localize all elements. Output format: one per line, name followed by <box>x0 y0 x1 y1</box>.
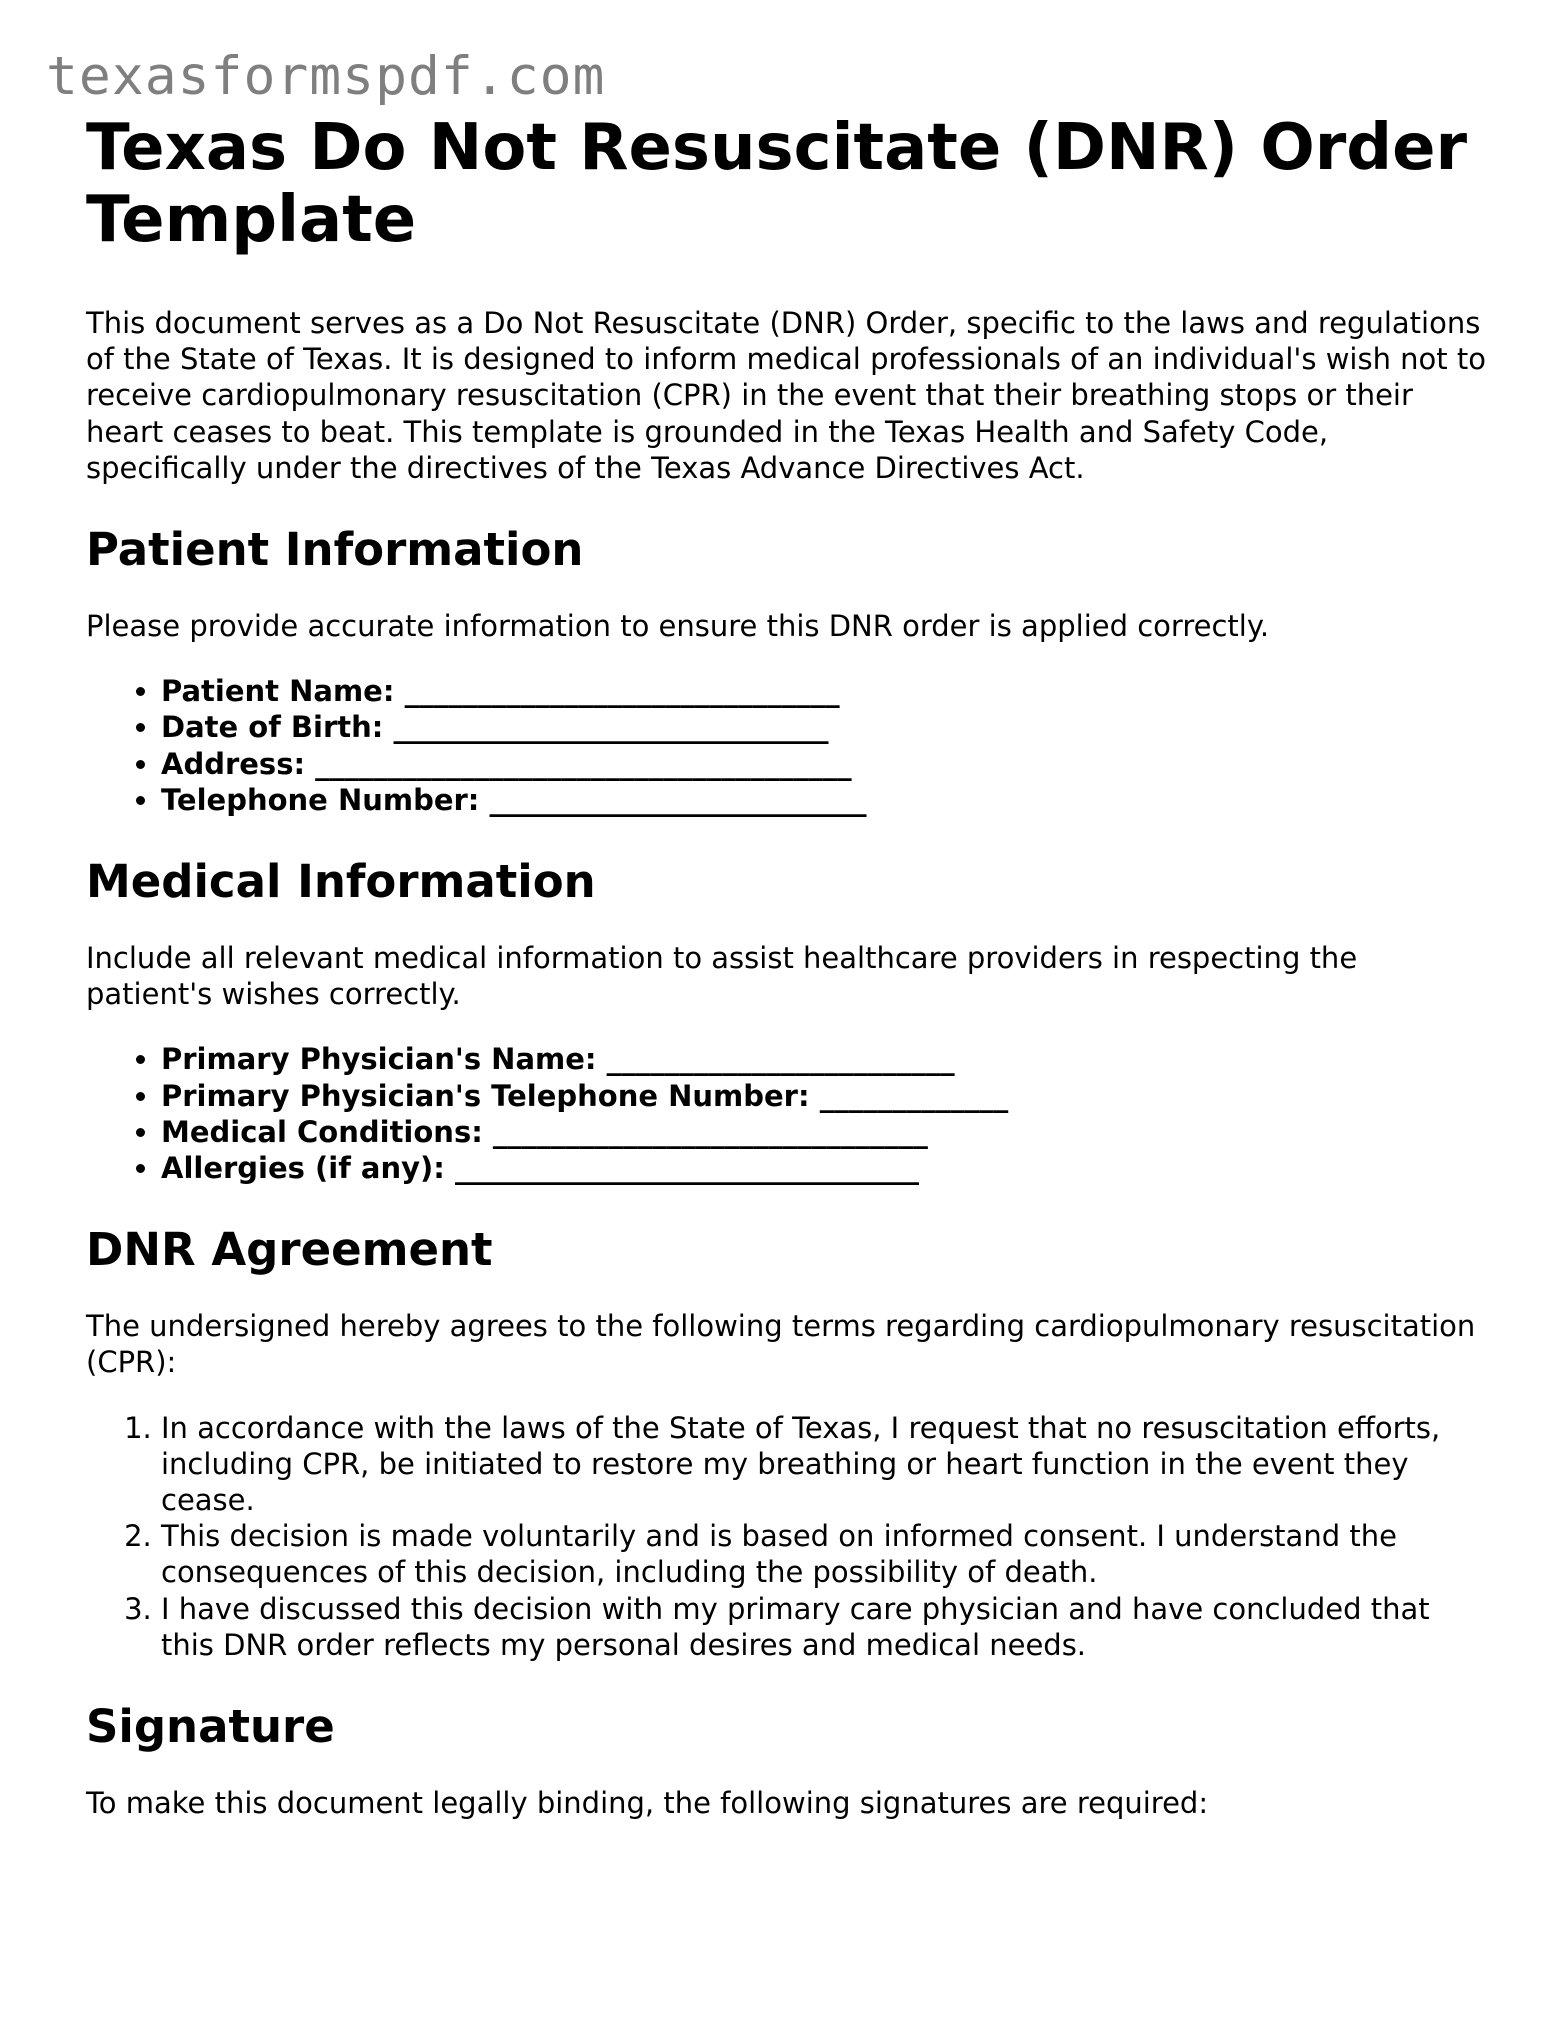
field-label: Primary Physician's Telephone Number: <box>161 1078 810 1113</box>
physician-name-field <box>161 1041 1486 1077</box>
field-label: Patient Name: <box>161 674 395 709</box>
intro-paragraph: This document serves as a Do Not Resuscitate (DNR) Order, specific to the laws and regulations of the State of Texas. It is designed to inform medical professionals of an individual's wish not to receive cardiopulmonary resuscitation (CPR) in the event that their breathing stops or their heart ceases to beat. This template is grounded in the Texas Health and Safety Code, specifically under the directives of the Texas Advance Directives Act. <box>86 306 1487 485</box>
watermark: texasformspdf.com <box>46 46 606 107</box>
medical-instructions: Include all relevant medical information to assist healthcare providers in respecting the patient's wishes correctly. <box>86 941 1358 1012</box>
agreement-term: 3. I have discussed this decision with my primary care physician and have concluded that this DNR order reflects my personal desires and medical needs. <box>161 1591 1486 1663</box>
field-label: Telephone Number: <box>161 782 480 817</box>
patient-heading: Patient Information <box>86 523 584 577</box>
field-label: Primary Physician's Name: <box>161 1042 597 1077</box>
agreement-term: 1. In accordance with the laws of the State of Texas, I request that no resuscitation efforts, including CPR, be initiated to restore my breathing or heart function in the event they cease. <box>161 1410 1486 1519</box>
medical-conditions-blank[interactable]: ______________________________ <box>492 1114 928 1149</box>
agreement-heading: DNR Agreement <box>86 1223 493 1277</box>
document-page <box>86 112 1486 1821</box>
signature-heading: Signature <box>86 1700 335 1754</box>
medical-conditions-field <box>161 1114 1486 1150</box>
allergies-field <box>161 1150 1486 1186</box>
medical-heading: Medical Information <box>86 855 596 909</box>
telephone-field <box>161 782 1486 818</box>
field-label: Medical Conditions: <box>161 1114 483 1149</box>
patient-instructions: Please provide accurate information to ensure this DNR order is applied correctly. <box>86 609 1270 644</box>
date-of-birth-field <box>161 709 1486 745</box>
agreement-terms-list <box>86 1410 1486 1663</box>
physician-phone-blank[interactable]: _____________ <box>819 1078 1009 1113</box>
signature-instructions: To make this document legally binding, the following signatures are required: <box>86 1786 1209 1821</box>
agreement-intro: The undersigned hereby agrees to the following terms regarding cardiopulmonary resuscitation (CPR): <box>86 1309 1476 1380</box>
telephone-blank[interactable]: __________________________ <box>489 782 867 817</box>
patient-name-blank[interactable]: ______________________________ <box>404 674 840 709</box>
allergies-blank[interactable]: ________________________________ <box>455 1151 920 1186</box>
physician-name-blank[interactable]: ________________________ <box>606 1042 955 1077</box>
field-label: Address: <box>161 746 306 781</box>
medical-fields-list <box>86 1041 1486 1186</box>
address-field <box>161 746 1486 782</box>
field-label: Date of Birth: <box>161 710 384 745</box>
agreement-term: 2. This decision is made voluntarily and is based on informed consent. I understand the consequences of this decision, including the possibility of death. <box>161 1518 1486 1590</box>
patient-name-field <box>161 673 1486 709</box>
physician-phone-field <box>161 1078 1486 1114</box>
date-of-birth-blank[interactable]: ______________________________ <box>393 710 829 745</box>
address-blank[interactable]: _____________________________________ <box>315 746 852 781</box>
field-label: Allergies (if any): <box>161 1151 445 1186</box>
patient-fields-list <box>86 673 1486 818</box>
page-title: Texas Do Not Resuscitate (DNR) Order Template <box>86 111 1468 257</box>
